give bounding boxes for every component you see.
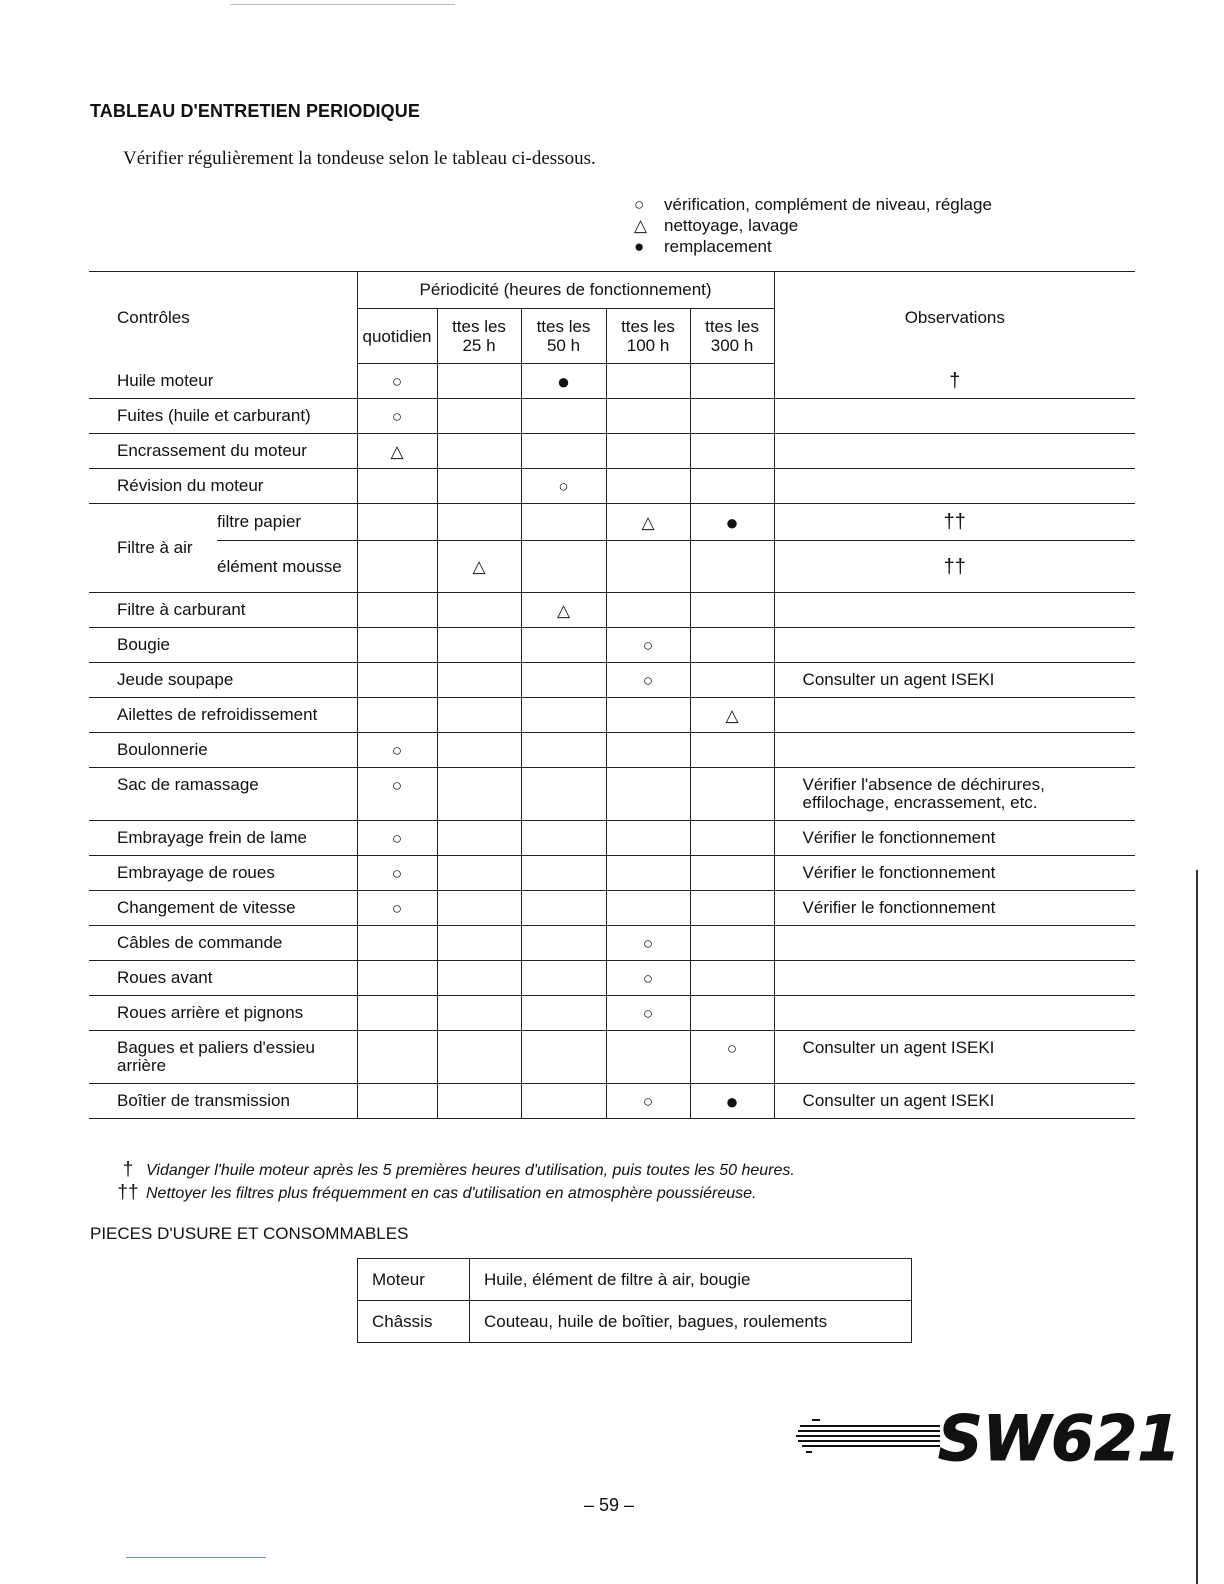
row-name: Boulonnerie: [89, 733, 357, 768]
scan-mark: [230, 4, 455, 5]
period-cell: [357, 593, 437, 628]
period-cell: [690, 768, 774, 821]
period-cell: [606, 891, 690, 926]
period-cell: [437, 399, 521, 434]
period-cell: [437, 504, 521, 541]
row-subname: élément mousse: [217, 541, 357, 593]
period-cell: [690, 961, 774, 996]
row-subname: filtre papier: [217, 504, 357, 541]
period-cell: [690, 628, 774, 663]
period-cell: [437, 961, 521, 996]
period-cell: ○: [357, 399, 437, 434]
table-row: [89, 628, 1135, 663]
parts-value: Couteau, huile de boîtier, bagues, roulements: [470, 1301, 912, 1343]
period-cell: ●: [690, 504, 774, 541]
table-row: [89, 768, 1135, 821]
period-cell: △: [690, 698, 774, 733]
observation-cell: Vérifier l'absence de déchirures, effilochage, encrassement, etc.: [774, 768, 1135, 821]
period-cell: [521, 434, 606, 469]
period-header: ttes les 300 h: [690, 309, 774, 364]
page-title: TABLEAU D'ENTRETIEN PERIODIQUE: [90, 101, 420, 121]
period-cell: ●: [521, 364, 606, 399]
row-name: Embrayage de roues: [89, 856, 357, 891]
period-cell: [437, 768, 521, 821]
period-cell: [521, 768, 606, 821]
period-cell: ○: [606, 961, 690, 996]
period-cell: [606, 469, 690, 504]
periodicity-header: Périodicité (heures de fonctionnement): [357, 272, 774, 309]
period-cell: ○: [357, 891, 437, 926]
period-cell: [606, 856, 690, 891]
page-edge: [1196, 870, 1198, 1584]
period-cell: [437, 926, 521, 961]
observation-cell: [774, 961, 1135, 996]
observation-cell: [774, 926, 1135, 961]
footnote: [110, 1181, 795, 1204]
table-row: [89, 541, 1135, 593]
period-cell: [690, 469, 774, 504]
table-row: [89, 434, 1135, 469]
period-cell: [357, 504, 437, 541]
period-cell: [437, 856, 521, 891]
period-cell: [437, 698, 521, 733]
period-cell: [606, 821, 690, 856]
observations-header: Observations: [774, 272, 1135, 364]
period-cell: ○: [357, 733, 437, 768]
table-row: [89, 733, 1135, 768]
period-header: ttes les 25 h: [437, 309, 521, 364]
period-cell: [690, 434, 774, 469]
legend-item: [634, 194, 992, 215]
period-cell: [690, 996, 774, 1031]
table-row: [89, 961, 1135, 996]
legend-label: remplacement: [664, 237, 772, 256]
observation-cell: ††: [774, 504, 1135, 541]
period-cell: [437, 593, 521, 628]
period-cell: [690, 856, 774, 891]
table-row: [89, 469, 1135, 504]
period-cell: △: [437, 541, 521, 593]
row-name: Jeude soupape: [89, 663, 357, 698]
table-row: [358, 1259, 912, 1301]
period-cell: △: [606, 504, 690, 541]
footnote: [110, 1158, 795, 1181]
parts-label: Châssis: [358, 1301, 470, 1343]
row-name: Huile moteur: [89, 364, 357, 399]
dagger-icon: †: [122, 1159, 134, 1180]
circle-icon: ○: [634, 195, 645, 214]
observation-cell: [774, 469, 1135, 504]
table-row: [89, 891, 1135, 926]
period-cell: [521, 663, 606, 698]
observation-cell: Consulter un agent ISEKI: [774, 1084, 1135, 1119]
observation-cell: Vérifier le fonctionnement: [774, 856, 1135, 891]
period-cell: △: [357, 434, 437, 469]
observation-cell: Vérifier le fonctionnement: [774, 821, 1135, 856]
period-cell: [437, 628, 521, 663]
period-cell: ○: [606, 663, 690, 698]
period-cell: [521, 891, 606, 926]
footer-rule: [126, 1557, 266, 1558]
legend-item: [634, 236, 992, 257]
maintenance-table: [89, 271, 1135, 1119]
period-cell: [690, 399, 774, 434]
row-name: Encrassement du moteur: [89, 434, 357, 469]
period-cell: ○: [521, 469, 606, 504]
row-name: Changement de vitesse: [89, 891, 357, 926]
period-cell: △: [521, 593, 606, 628]
period-cell: [690, 593, 774, 628]
period-cell: [606, 698, 690, 733]
period-cell: [357, 996, 437, 1031]
intro-text: Vérifier régulièrement la tondeuse selon le tableau ci-dessous.: [123, 148, 596, 169]
observation-cell: Vérifier le fonctionnement: [774, 891, 1135, 926]
period-cell: [521, 856, 606, 891]
period-cell: [437, 469, 521, 504]
row-name: Roues arrière et pignons: [89, 996, 357, 1031]
observation-cell: [774, 628, 1135, 663]
table-row: [89, 593, 1135, 628]
period-cell: [606, 434, 690, 469]
period-cell: [606, 768, 690, 821]
period-cell: [357, 961, 437, 996]
observation-cell: [774, 434, 1135, 469]
period-cell: [357, 1031, 437, 1084]
observation-cell: [774, 399, 1135, 434]
table-row: [89, 399, 1135, 434]
row-name: Révision du moteur: [89, 469, 357, 504]
parts-title: PIECES D'USURE ET CONSOMMABLES: [90, 1224, 409, 1243]
period-cell: [437, 996, 521, 1031]
period-cell: ○: [606, 996, 690, 1031]
period-cell: ○: [606, 926, 690, 961]
period-cell: [437, 821, 521, 856]
period-cell: ○: [357, 768, 437, 821]
row-name: Ailettes de refroidissement: [89, 698, 357, 733]
table-row: [89, 504, 1135, 541]
period-cell: [690, 821, 774, 856]
observation-cell: Consulter un agent ISEKI: [774, 1031, 1135, 1084]
table-row: [358, 1301, 912, 1343]
period-cell: [357, 541, 437, 593]
period-cell: [357, 628, 437, 663]
period-cell: [521, 733, 606, 768]
period-cell: [521, 541, 606, 593]
period-cell: [357, 469, 437, 504]
sw621-logo: [790, 1398, 1181, 1475]
observation-cell: [774, 996, 1135, 1031]
period-cell: ●: [690, 1084, 774, 1119]
parts-value: Huile, élément de filtre à air, bougie: [470, 1259, 912, 1301]
period-cell: [521, 996, 606, 1031]
period-cell: [521, 961, 606, 996]
observation-cell: ††: [774, 541, 1135, 593]
period-cell: ○: [690, 1031, 774, 1084]
period-cell: [690, 733, 774, 768]
period-cell: [521, 698, 606, 733]
period-cell: [357, 1084, 437, 1119]
footnotes: [110, 1158, 795, 1204]
observation-cell: †: [774, 364, 1135, 399]
legend-item: [634, 215, 992, 236]
footnote-text: Vidanger l'huile moteur après les 5 premières heures d'utilisation, puis toutes les 50 heures.: [146, 1162, 795, 1179]
period-cell: [437, 663, 521, 698]
row-name: Embrayage frein de lame: [89, 821, 357, 856]
observation-cell: [774, 733, 1135, 768]
period-header: quotidien: [357, 309, 437, 364]
table-row: [89, 1084, 1135, 1119]
row-name: Roues avant: [89, 961, 357, 996]
row-name: Fuites (huile et carburant): [89, 399, 357, 434]
period-cell: [521, 926, 606, 961]
table-row: [89, 821, 1135, 856]
row-name: Câbles de commande: [89, 926, 357, 961]
period-cell: [357, 926, 437, 961]
legend-label: nettoyage, lavage: [664, 216, 799, 235]
observation-cell: [774, 593, 1135, 628]
period-cell: [690, 663, 774, 698]
period-cell: [521, 821, 606, 856]
legend: [634, 194, 992, 257]
parts-table: [357, 1258, 912, 1343]
footnote-text: Nettoyer les filtres plus fréquemment en cas d'utilisation en atmosphère poussiéreuse.: [146, 1185, 757, 1202]
period-cell: [437, 434, 521, 469]
period-cell: [690, 891, 774, 926]
table-row: [89, 698, 1135, 733]
period-cell: [437, 1084, 521, 1119]
period-cell: [357, 663, 437, 698]
period-cell: [606, 593, 690, 628]
period-cell: [606, 733, 690, 768]
period-cell: [690, 926, 774, 961]
parts-label: Moteur: [358, 1259, 470, 1301]
period-cell: [521, 399, 606, 434]
period-cell: [521, 628, 606, 663]
observation-cell: Consulter un agent ISEKI: [774, 663, 1135, 698]
row-name: Filtre à air: [89, 504, 217, 593]
row-name: Bagues et paliers d'essieu arrière: [89, 1031, 357, 1084]
filled-circle-icon: ●: [634, 237, 645, 256]
observation-cell: [774, 698, 1135, 733]
page-number: – 59 –: [584, 1495, 635, 1515]
period-cell: [437, 364, 521, 399]
period-cell: [521, 1031, 606, 1084]
period-cell: ○: [606, 1084, 690, 1119]
table-row: [89, 663, 1135, 698]
period-cell: [437, 891, 521, 926]
period-cell: [606, 541, 690, 593]
row-name: Bougie: [89, 628, 357, 663]
period-cell: [437, 1031, 521, 1084]
period-cell: ○: [357, 856, 437, 891]
double-dagger-icon: ††: [117, 1182, 139, 1203]
legend-label: vérification, complément de niveau, réglage: [664, 195, 992, 214]
table-row: [89, 926, 1135, 961]
table-row: [89, 1031, 1135, 1084]
table-row: [89, 856, 1135, 891]
period-cell: [690, 364, 774, 399]
period-cell: [606, 364, 690, 399]
period-cell: [521, 504, 606, 541]
table-row: [89, 996, 1135, 1031]
period-cell: [437, 733, 521, 768]
row-name: Sac de ramassage: [89, 768, 357, 821]
period-cell: [690, 541, 774, 593]
period-cell: [606, 1031, 690, 1084]
controls-header: Contrôles: [89, 272, 357, 364]
table-row: [89, 364, 1135, 399]
row-name: Filtre à carburant: [89, 593, 357, 628]
period-cell: [606, 399, 690, 434]
logo-text: SW621: [938, 1402, 1181, 1475]
period-header: ttes les 100 h: [606, 309, 690, 364]
period-cell: [357, 698, 437, 733]
triangle-icon: △: [634, 216, 648, 235]
row-name: Boîtier de transmission: [89, 1084, 357, 1119]
period-cell: ○: [606, 628, 690, 663]
period-cell: ○: [357, 364, 437, 399]
period-cell: ○: [357, 821, 437, 856]
period-header: ttes les 50 h: [521, 309, 606, 364]
period-cell: [521, 1084, 606, 1119]
